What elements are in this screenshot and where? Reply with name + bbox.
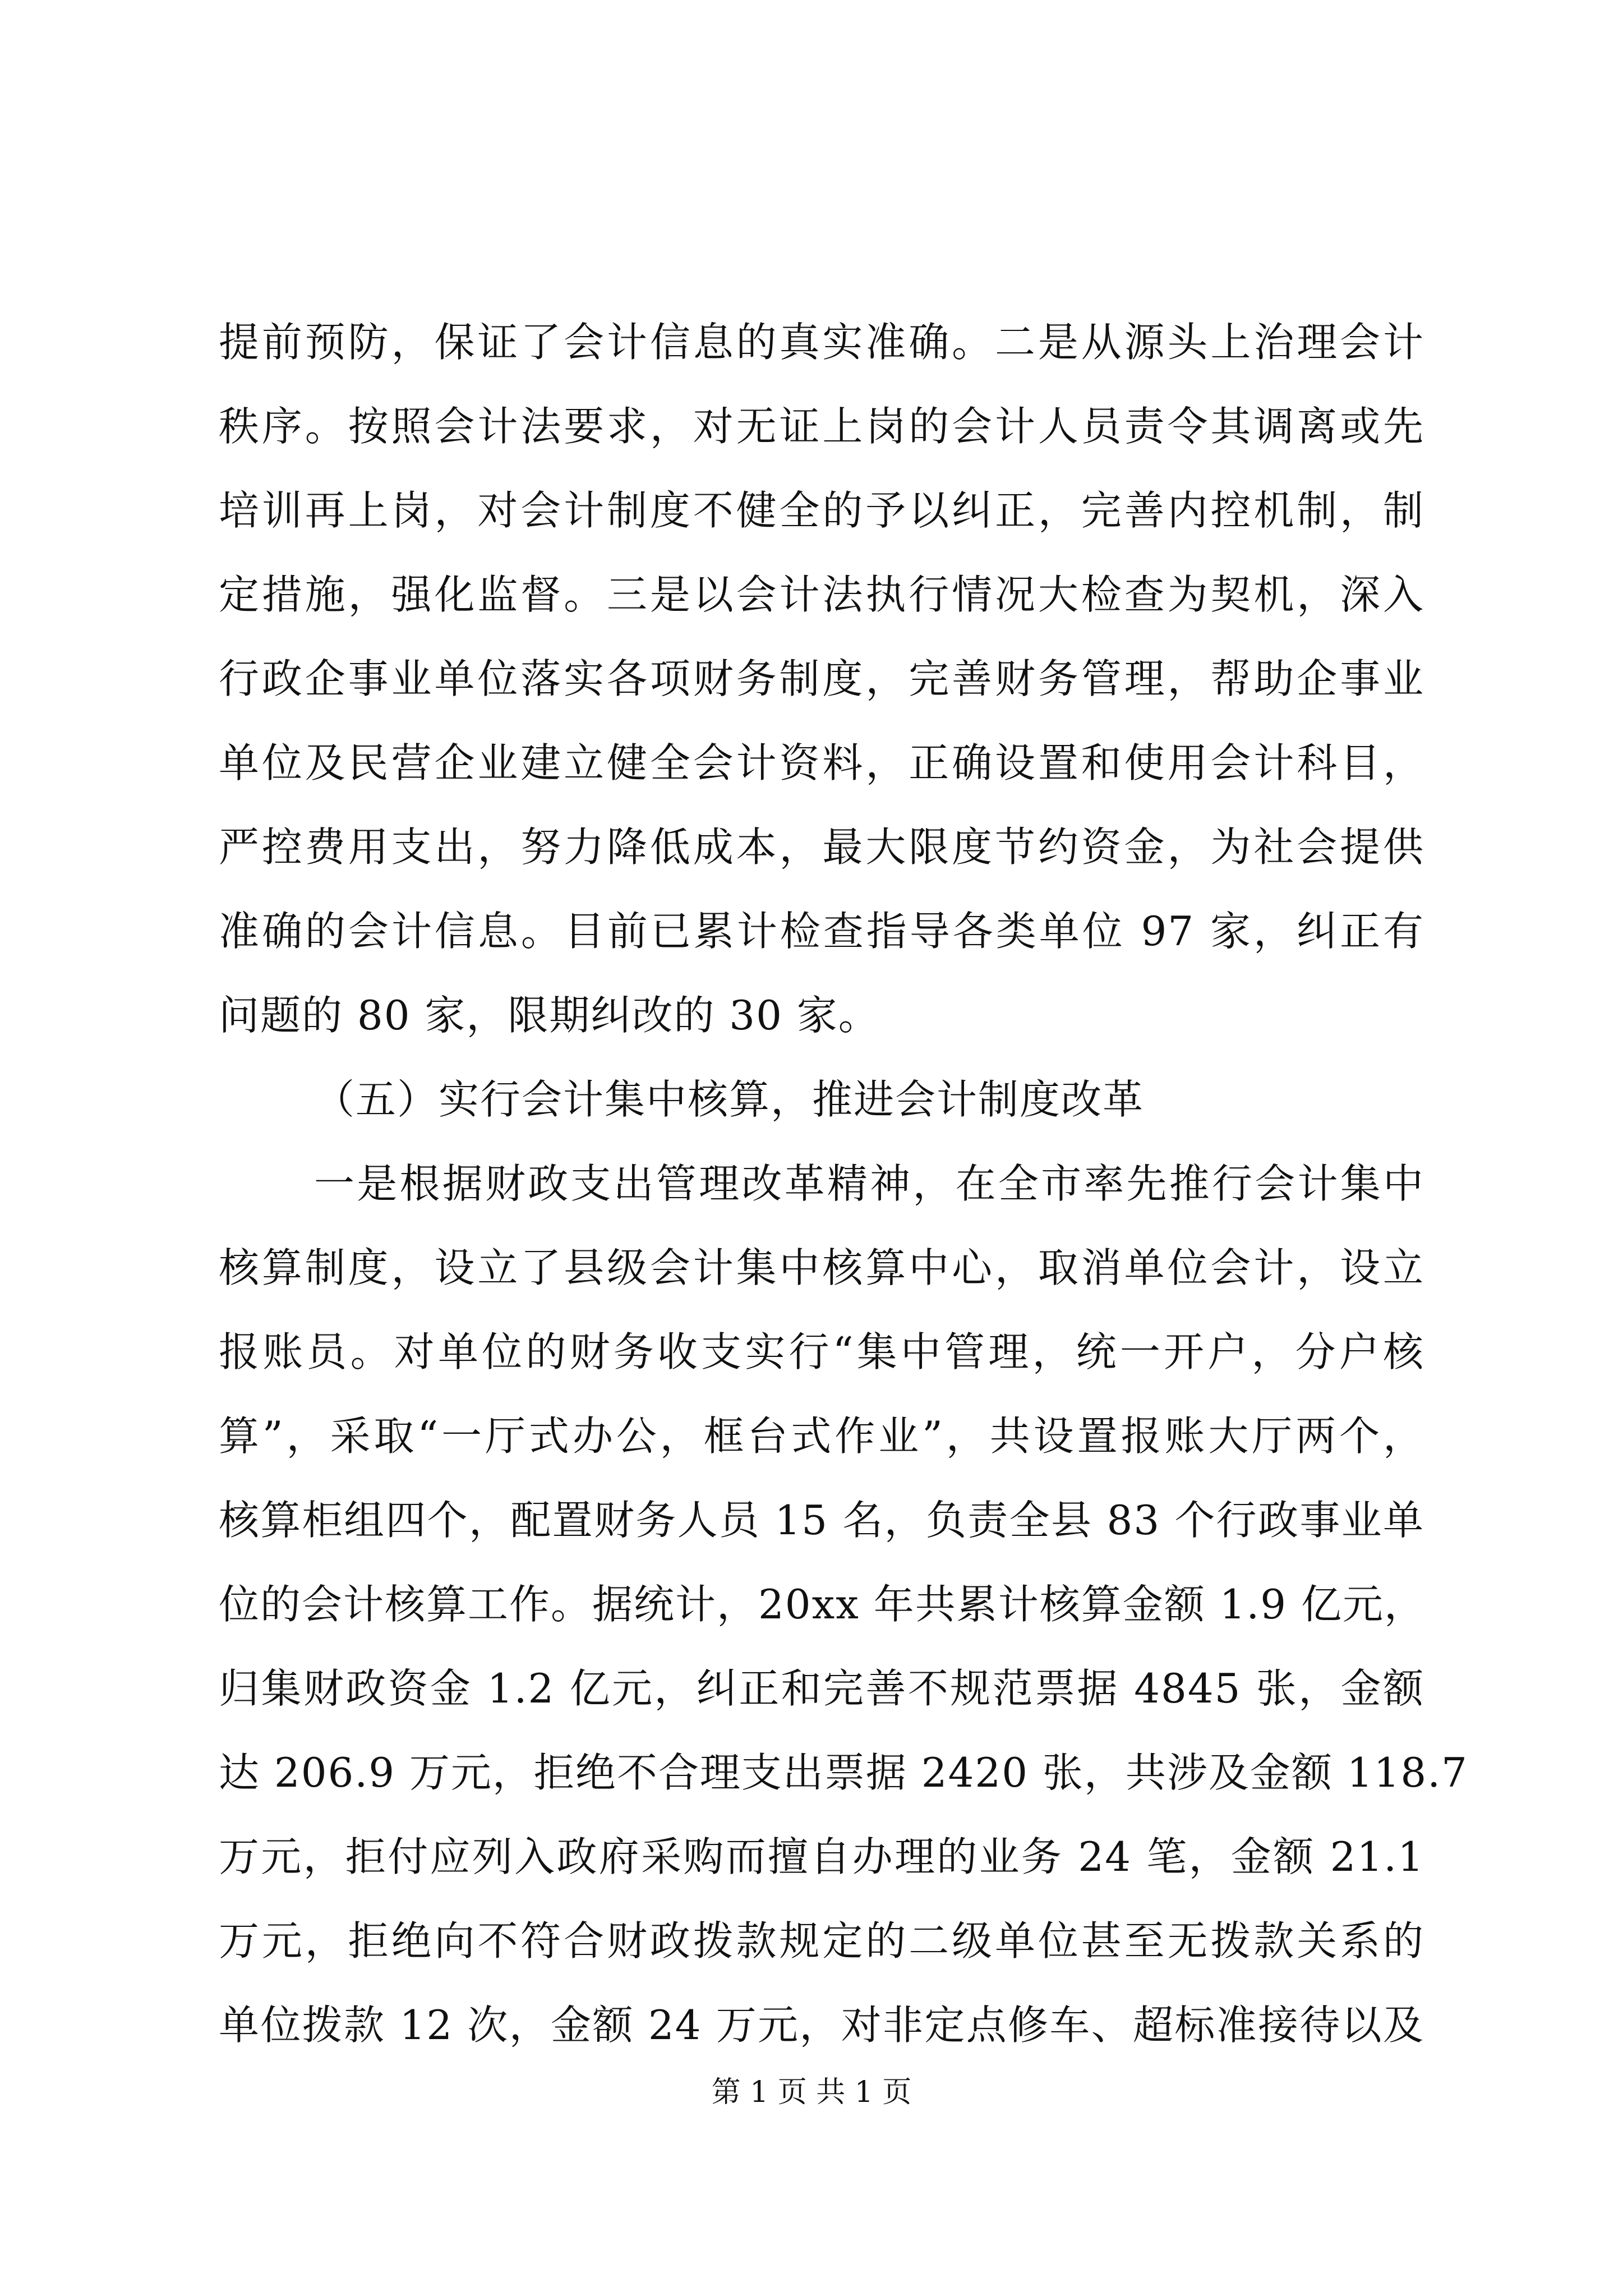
- paragraph-line: 归集财政资金 1.2 亿元，纠正和完善不规范票据 4845 张，金额: [219, 1665, 1424, 1712]
- paragraph-line: 行政企事业单位落实各项财务制度，完善财务管理，帮助企事业: [219, 655, 1424, 702]
- section-heading: （五）实行会计集中核算，推进会计制度改革: [314, 1076, 1145, 1123]
- paragraph-line: 万元，拒付应列入政府采购而擅自办理的业务 24 笔，金额 21.1: [219, 1833, 1424, 1880]
- paragraph-line: 定措施，强化监督。三是以会计法执行情况大检查为契机，深入: [219, 571, 1424, 618]
- paragraph-line: 培训再上岗，对会计制度不健全的予以纠正，完善内控机制，制: [219, 487, 1424, 534]
- paragraph-line: 位的会计核算工作。据统计，20xx 年共累计核算金额 1.9 亿元，: [219, 1581, 1426, 1628]
- paragraph-line: 报账员。对单位的财务收支实行“集中管理，统一开户，分户核: [219, 1328, 1424, 1375]
- paragraph-line: 算”，采取“一厅式办公，框台式作业”，共设置报账大厅两个，: [219, 1412, 1424, 1460]
- paragraph-line: 核算柜组四个，配置财务人员 15 名，负责全县 83 个行政事业单: [219, 1497, 1424, 1544]
- paragraph-line: 一是根据财政支出管理改革精神，在全市率先推行会计集中: [314, 1160, 1424, 1207]
- paragraph-line: 准确的会计信息。目前已累计检查指导各类单位 97 家，纠正有: [219, 908, 1424, 955]
- page-footer: [0, 2073, 1623, 2112]
- paragraph-line: 严控费用支出，努力降低成本，最大限度节约资金，为社会提供: [219, 823, 1424, 871]
- paragraph-line: 问题的 80 家，限期纠改的 30 家。: [219, 992, 880, 1039]
- paragraph-line: 提前预防，保证了会计信息的真实准确。二是从源头上治理会计: [219, 319, 1424, 366]
- paragraph-line: 单位拨款 12 次，金额 24 万元，对非定点修车、超标准接待以及: [219, 2001, 1424, 2049]
- document-body: [219, 300, 1468, 2067]
- paragraph-line: 达 206.9 万元，拒绝不合理支出票据 2420 张，共涉及金额 118.7: [219, 1749, 1468, 1796]
- paragraph-line: 万元，拒绝向不符合财政拨款规定的二级单位甚至无拨款关系的: [219, 1917, 1424, 1964]
- paragraph-line: 秩序。按照会计法要求，对无证上岗的会计人员责令其调离或先: [219, 403, 1424, 450]
- paragraph-line: 单位及民营企业建立健全会计资料，正确设置和使用会计科目，: [219, 739, 1424, 786]
- paragraph-line: 核算制度，设立了县级会计集中核算中心，取消单位会计，设立: [219, 1244, 1424, 1291]
- page-number: 第 1 页 共 1 页: [711, 2076, 912, 2109]
